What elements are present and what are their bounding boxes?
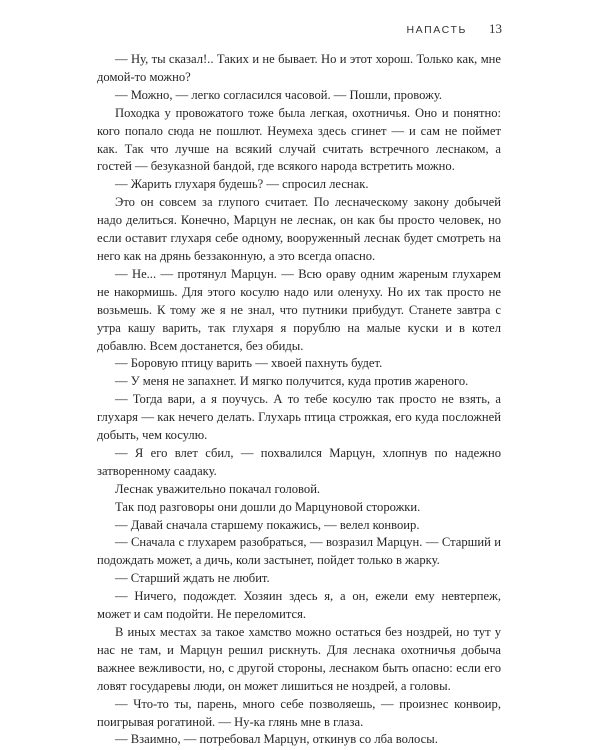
paragraph: — Не... — протянул Марцун. — Всю ораву одним жареным глухарем не накормишь. Для этого косулю надо или оленуху. Но их так просто не возьмешь. К тому же я не знал, что путники прибудут. Станете завтра с утра кашу варить, так глухаря я порублю на малые куски и в котел добавлю. Всем достанется, без обиды. [97, 266, 501, 353]
paragraph: — Можно, — легко согласился часовой. — Пошли, провожу. [115, 87, 442, 102]
paragraph: Это он совсем за глупого считает. По лесначескому закону добычей надо делиться. Конечно, Марцун не леснак, он как бы просто человек, но если оставит глухаря себе одному, вооруженный леснак будет смотреть на него как на дрянь беззаконную, а это всегда опасно. [97, 195, 501, 263]
paragraph: Походка у провожатого тоже была легкая, охотничья. Оно и понятно: кого попало сюда не пошлют. Неумеха здесь сгинет — и сам не поймет как. Так что лучше на всякий случай считать встречного леснаком, а гостей — безуказной бандой, где всякого народа встретить можно. [97, 105, 501, 174]
running-header [406, 21, 502, 37]
paragraph: — Старший ждать не любит. [115, 571, 270, 586]
paragraph: — Давай сначала старшему покажись, — велел конвоир. [115, 517, 420, 532]
paragraph: Леснак уважительно покачал головой. [115, 481, 321, 496]
page-number: 13 [489, 21, 502, 36]
paragraph: — Взаимно, — потребовал Марцун, откинув со лба волосы. [115, 732, 438, 747]
paragraph: — У меня не запахнет. И мягко получится, куда против жареного. [115, 374, 469, 389]
paragraph: — Жарить глухаря будешь? — спросил леснак. [115, 177, 369, 192]
paragraph: — Тогда вари, а я поучусь. А то тебе косулю так просто не взять, а глухаря — как нечего делать. Глухарь птица строжкая, его куда посложней добыть, чем косулю. [97, 392, 501, 443]
paragraph: — Я его влет сбил, — похвалился Марцун, хлопнув по надежно затворенному саадаку. [97, 445, 501, 478]
paragraph: В иных местах за такое хамство можно остаться без ноздрей, но тут у нас не там, и Марцун решил рискнуть. Для леснака охотничья добыча важнее вежливости, но, с другой стороны, леснаком быть опасно: если его ловят государевы люди, он может лишиться не ноздрей, а головы. [97, 625, 501, 693]
text-body [97, 51, 501, 749]
paragraph: — Сначала с глухарем разобраться, — возразил Марцун. — Старший и подождать может, а дичь, коли застынет, пойдет только в жарку. [97, 535, 501, 568]
paragraph: — Ну, ты сказал!.. Таких и не бывает. Но и этот хорош. Только как, мне домой-то можно? [97, 52, 501, 84]
paragraph: — Ничего, подождет. Хозяин здесь я, а он, ежели ему невтерпеж, может и сам подойти. Не переломится. [97, 589, 501, 622]
paragraph: — Что-то ты, парень, много себе позволяешь, — произнес конвоир, поигрывая рогатиной. — Ну-ка глянь мне в глаза. [97, 696, 501, 729]
paragraph: Так под разговоры они дошли до Марцуновой сторожки. [115, 499, 421, 514]
section-title: НАПАСТЬ [406, 24, 467, 36]
paragraph: — Боровую птицу варить — хвоей пахнуть будет. [115, 356, 383, 371]
